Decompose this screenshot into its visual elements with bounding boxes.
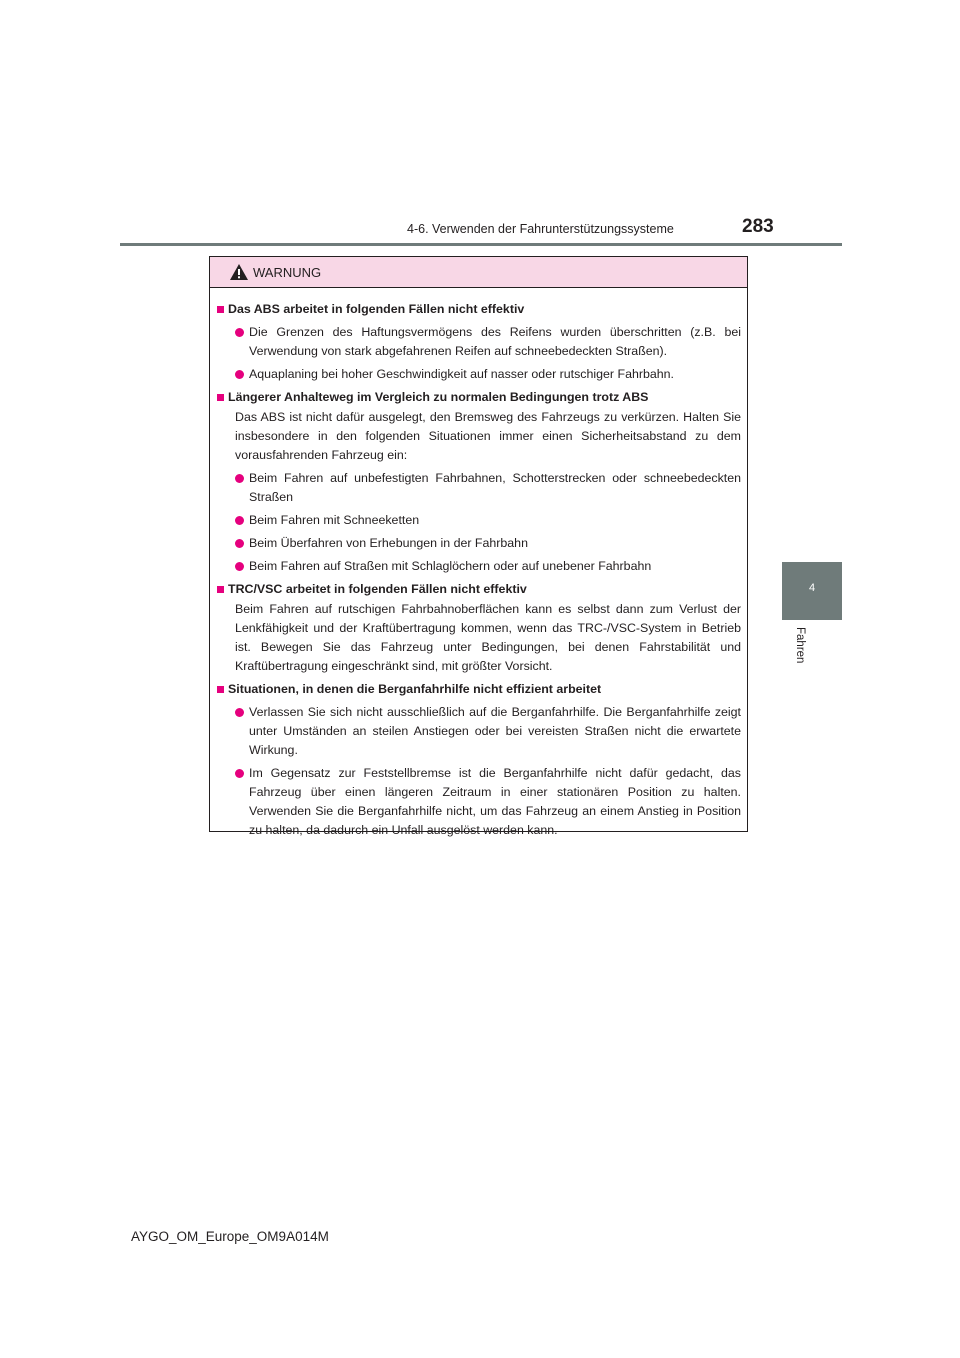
warning-title: WARNUNG bbox=[253, 265, 322, 280]
block-text: Das ABS ist nicht dafür ausgelegt, den Bremsweg des Fahrzeugs zu verkürzen. Halten Sie insbesondere in den folgenden Situationen immer einen Sicherheitsabstand zu dem vorausfahrenden Fahrzeug ein: bbox=[235, 410, 741, 462]
circle-bullet-icon bbox=[235, 562, 244, 571]
chapter-tab[interactable] bbox=[782, 562, 842, 620]
warning-subheading bbox=[217, 580, 741, 599]
bullet-item bbox=[217, 764, 741, 840]
block-text: Situationen, in denen die Berganfahrhilfe nicht effizient arbeitet bbox=[228, 682, 602, 696]
warning-header bbox=[210, 257, 747, 288]
block-text: TRC/VSC arbeitet in folgenden Fällen nicht effektiv bbox=[228, 582, 527, 596]
circle-bullet-icon bbox=[235, 516, 244, 525]
block-text: Verlassen Sie sich nicht ausschließlich auf die Berganfahrhilfe. Die Berganfahrhilfe zeigt unter Umständen an steilen Anstiegen oder bei vereisten Straßen nicht die erwartete Wirkung. bbox=[249, 705, 741, 757]
chapter-number: 4 bbox=[809, 582, 816, 594]
warning-paragraph bbox=[217, 600, 741, 676]
header-rule bbox=[120, 243, 842, 246]
section-title: 4-6. Verwenden der Fahrunterstützungssysteme bbox=[407, 222, 674, 236]
chapter-label: Fahren bbox=[794, 627, 806, 664]
bullet-item bbox=[217, 557, 741, 576]
circle-bullet-icon bbox=[235, 328, 244, 337]
circle-bullet-icon bbox=[235, 370, 244, 379]
block-text: Das ABS arbeitet in folgenden Fällen nicht effektiv bbox=[228, 302, 525, 316]
circle-bullet-icon bbox=[235, 708, 244, 717]
warning-paragraph bbox=[217, 408, 741, 465]
circle-bullet-icon bbox=[235, 769, 244, 778]
square-bullet-icon bbox=[217, 394, 224, 401]
block-text: Beim Überfahren von Erhebungen in der Fahrbahn bbox=[249, 536, 528, 550]
warning-triangle-icon bbox=[229, 263, 249, 281]
square-bullet-icon bbox=[217, 586, 224, 593]
warning-box bbox=[209, 256, 748, 837]
page-number: 283 bbox=[742, 216, 774, 237]
bullet-item bbox=[217, 323, 741, 361]
bullet-item bbox=[217, 703, 741, 760]
block-text: Im Gegensatz zur Feststellbremse ist die Berganfahrhilfe nicht dafür gedacht, das Fahrzeug über einen längeren Zeitraum in einer stationären Position zu halten. Verwenden Sie die Berganfahrhilfe nicht, um das Fahrzeug an einem Anstieg in Position zu halten, da dadurch ein Unfall ausgelöst werden kann. bbox=[249, 766, 741, 837]
circle-bullet-icon bbox=[235, 474, 244, 483]
bullet-item bbox=[217, 365, 741, 384]
bullet-item bbox=[217, 511, 741, 530]
warning-subheading bbox=[217, 300, 741, 319]
block-text: Beim Fahren auf unbefestigten Fahrbahnen, Schotterstrecken oder schneebedeckten Straßen bbox=[249, 471, 741, 504]
block-text: Die Grenzen des Haftungsvermögens des Reifens wurden überschritten (z.B. bei Verwendung von stark abgefahrenen Reifen auf schneebedeckten Straßen). bbox=[249, 325, 741, 358]
square-bullet-icon bbox=[217, 686, 224, 693]
warning-subheading bbox=[217, 680, 741, 699]
bullet-item bbox=[217, 469, 741, 507]
chapter-side-label bbox=[782, 627, 808, 687]
block-text: Aquaplaning bei hoher Geschwindigkeit auf nasser oder rutschiger Fahrbahn. bbox=[249, 367, 674, 381]
warning-body bbox=[210, 288, 747, 840]
square-bullet-icon bbox=[217, 306, 224, 313]
circle-bullet-icon bbox=[235, 539, 244, 548]
bullet-item bbox=[217, 534, 741, 553]
document-code: AYGO_OM_Europe_OM9A014M bbox=[131, 1229, 329, 1244]
block-text: Beim Fahren auf rutschigen Fahrbahnoberflächen kann es selbst dann zum Verlust der Lenkfähigkeit und der Kraftübertragung kommen, wenn das TRC-/VSC-System in Betrieb ist. Bewegen Sie das Fahrzeug unter Bedingungen, bei denen Fahrstabilität und Kraftübertragung eingeschränkt sind, mit größter Vorsicht. bbox=[235, 602, 741, 673]
block-text: Beim Fahren auf Straßen mit Schlaglöchern oder auf unebener Fahrbahn bbox=[249, 559, 652, 573]
block-text: Längerer Anhalteweg im Vergleich zu normalen Bedingungen trotz ABS bbox=[228, 390, 649, 404]
block-text: Beim Fahren mit Schneeketten bbox=[249, 513, 420, 527]
warning-subheading bbox=[217, 388, 741, 407]
